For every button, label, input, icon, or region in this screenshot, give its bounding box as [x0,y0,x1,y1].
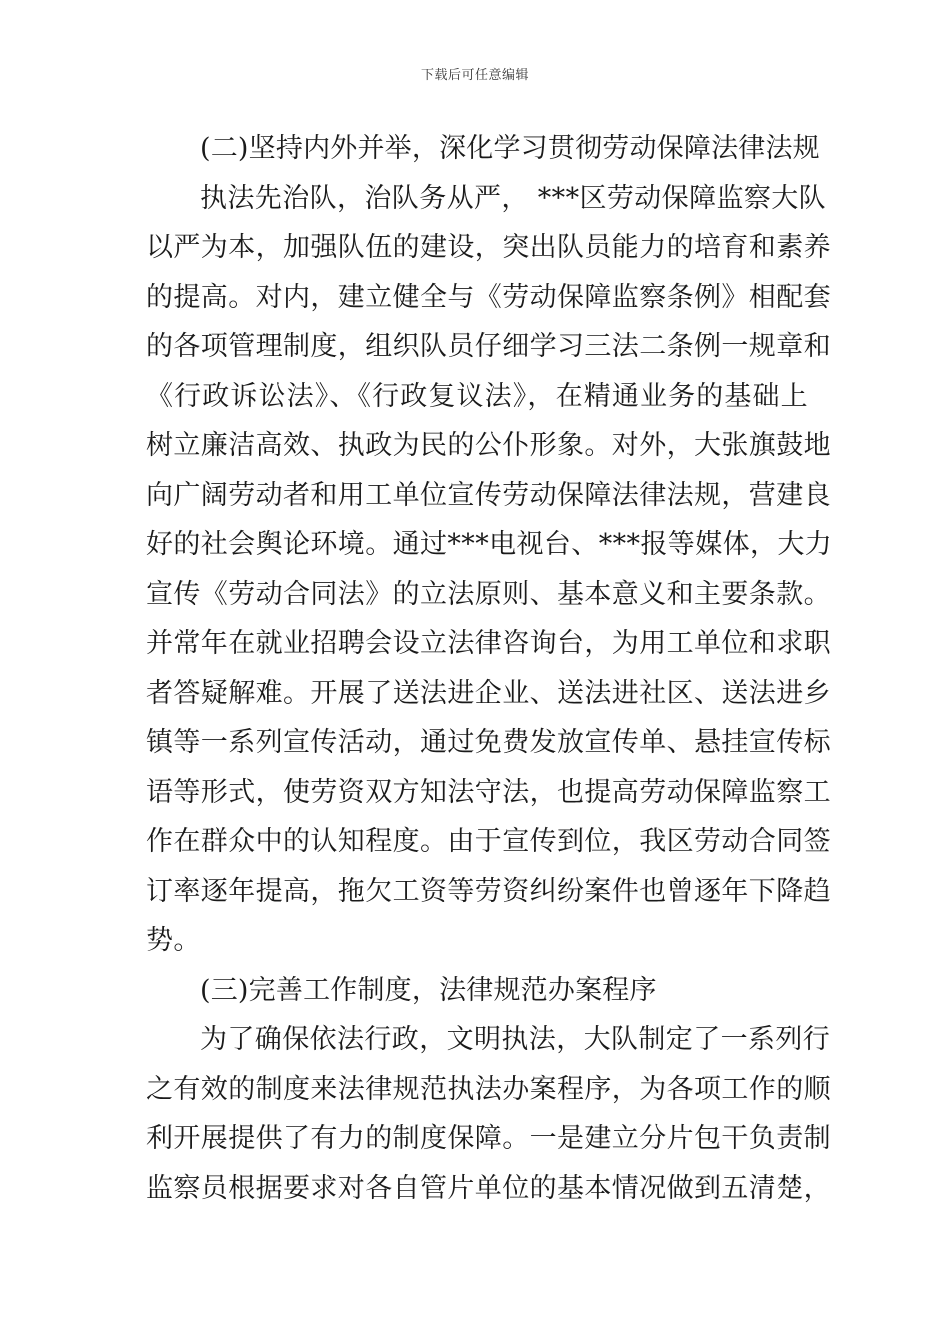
section-heading: (三)完善工作制度，法律规范办案程序 [200,974,657,1006]
paragraph-line: 作在群众中的认知程度。由于宣传到位，我区劳动合同签 [146,826,831,857]
paragraph-line: 好的社会舆论环境。通过***电视台、***报等媒体，大力 [146,529,833,560]
paragraph-line: 之有效的制度来法律规范执法办案程序，为各项工作的顺 [146,1073,831,1105]
paragraph-line: 语等形式，使劳资双方知法守法，也提高劳动保障监察工 [146,776,831,808]
paragraph-line: 订率逐年提高，拖欠工资等劳资纠纷案件也曾逐年下降趋 [146,875,831,907]
paragraph-line: 树立廉洁高效、执政为民的公仆形象。对外，大张旗鼓地 [146,430,831,461]
paragraph-line: 监察员根据要求对各自管片单位的基本情况做到五清楚， [146,1172,831,1204]
paragraph-line: 镇等一系列宣传活动，通过免费发放宣传单、悬挂宣传标 [146,727,831,758]
paragraph-line: 者答疑解难。开展了送法进企业、送法进社区、送法进乡 [146,677,831,709]
paragraph-line: 宣传《劳动合同法》的立法原则、基本意义和主要条款。 [146,578,831,610]
paragraph-line: 势。 [146,925,201,956]
page-header: 下载后可任意编辑 [420,68,529,83]
paragraph-line: 为了确保依法行政，文明执法，大队制定了一系列行 [200,1024,831,1055]
document-body [146,124,833,1213]
section-heading: (二)坚持内外并举，深化学习贯彻劳动保障法律法规 [200,133,820,164]
paragraph-line: 《行政诉讼法》、《行政复议法》，在精通业务的基础上 [146,380,808,412]
paragraph-line: 以严为本，加强队伍的建设，突出队员能力的培育和素养 [146,232,831,263]
paragraph-line: 执法先治队，治队务从严， ***区劳动保障监察大队 [200,182,827,214]
paragraph-line: 的提高。对内，建立健全与《劳动保障监察条例》相配套 [146,281,831,313]
paragraph-line: 向广阔劳动者和用工单位宣传劳动保障法律法规，营建良 [146,479,831,511]
paragraph-line: 利开展提供了有力的制度保障。一是建立分片包干负责制 [146,1123,831,1154]
paragraph-line: 并常年在就业招聘会设立法律咨询台，为用工单位和求职 [146,628,831,659]
paragraph-line: 的各项管理制度，组织队员仔细学习三法二条例一规章和 [146,331,831,362]
